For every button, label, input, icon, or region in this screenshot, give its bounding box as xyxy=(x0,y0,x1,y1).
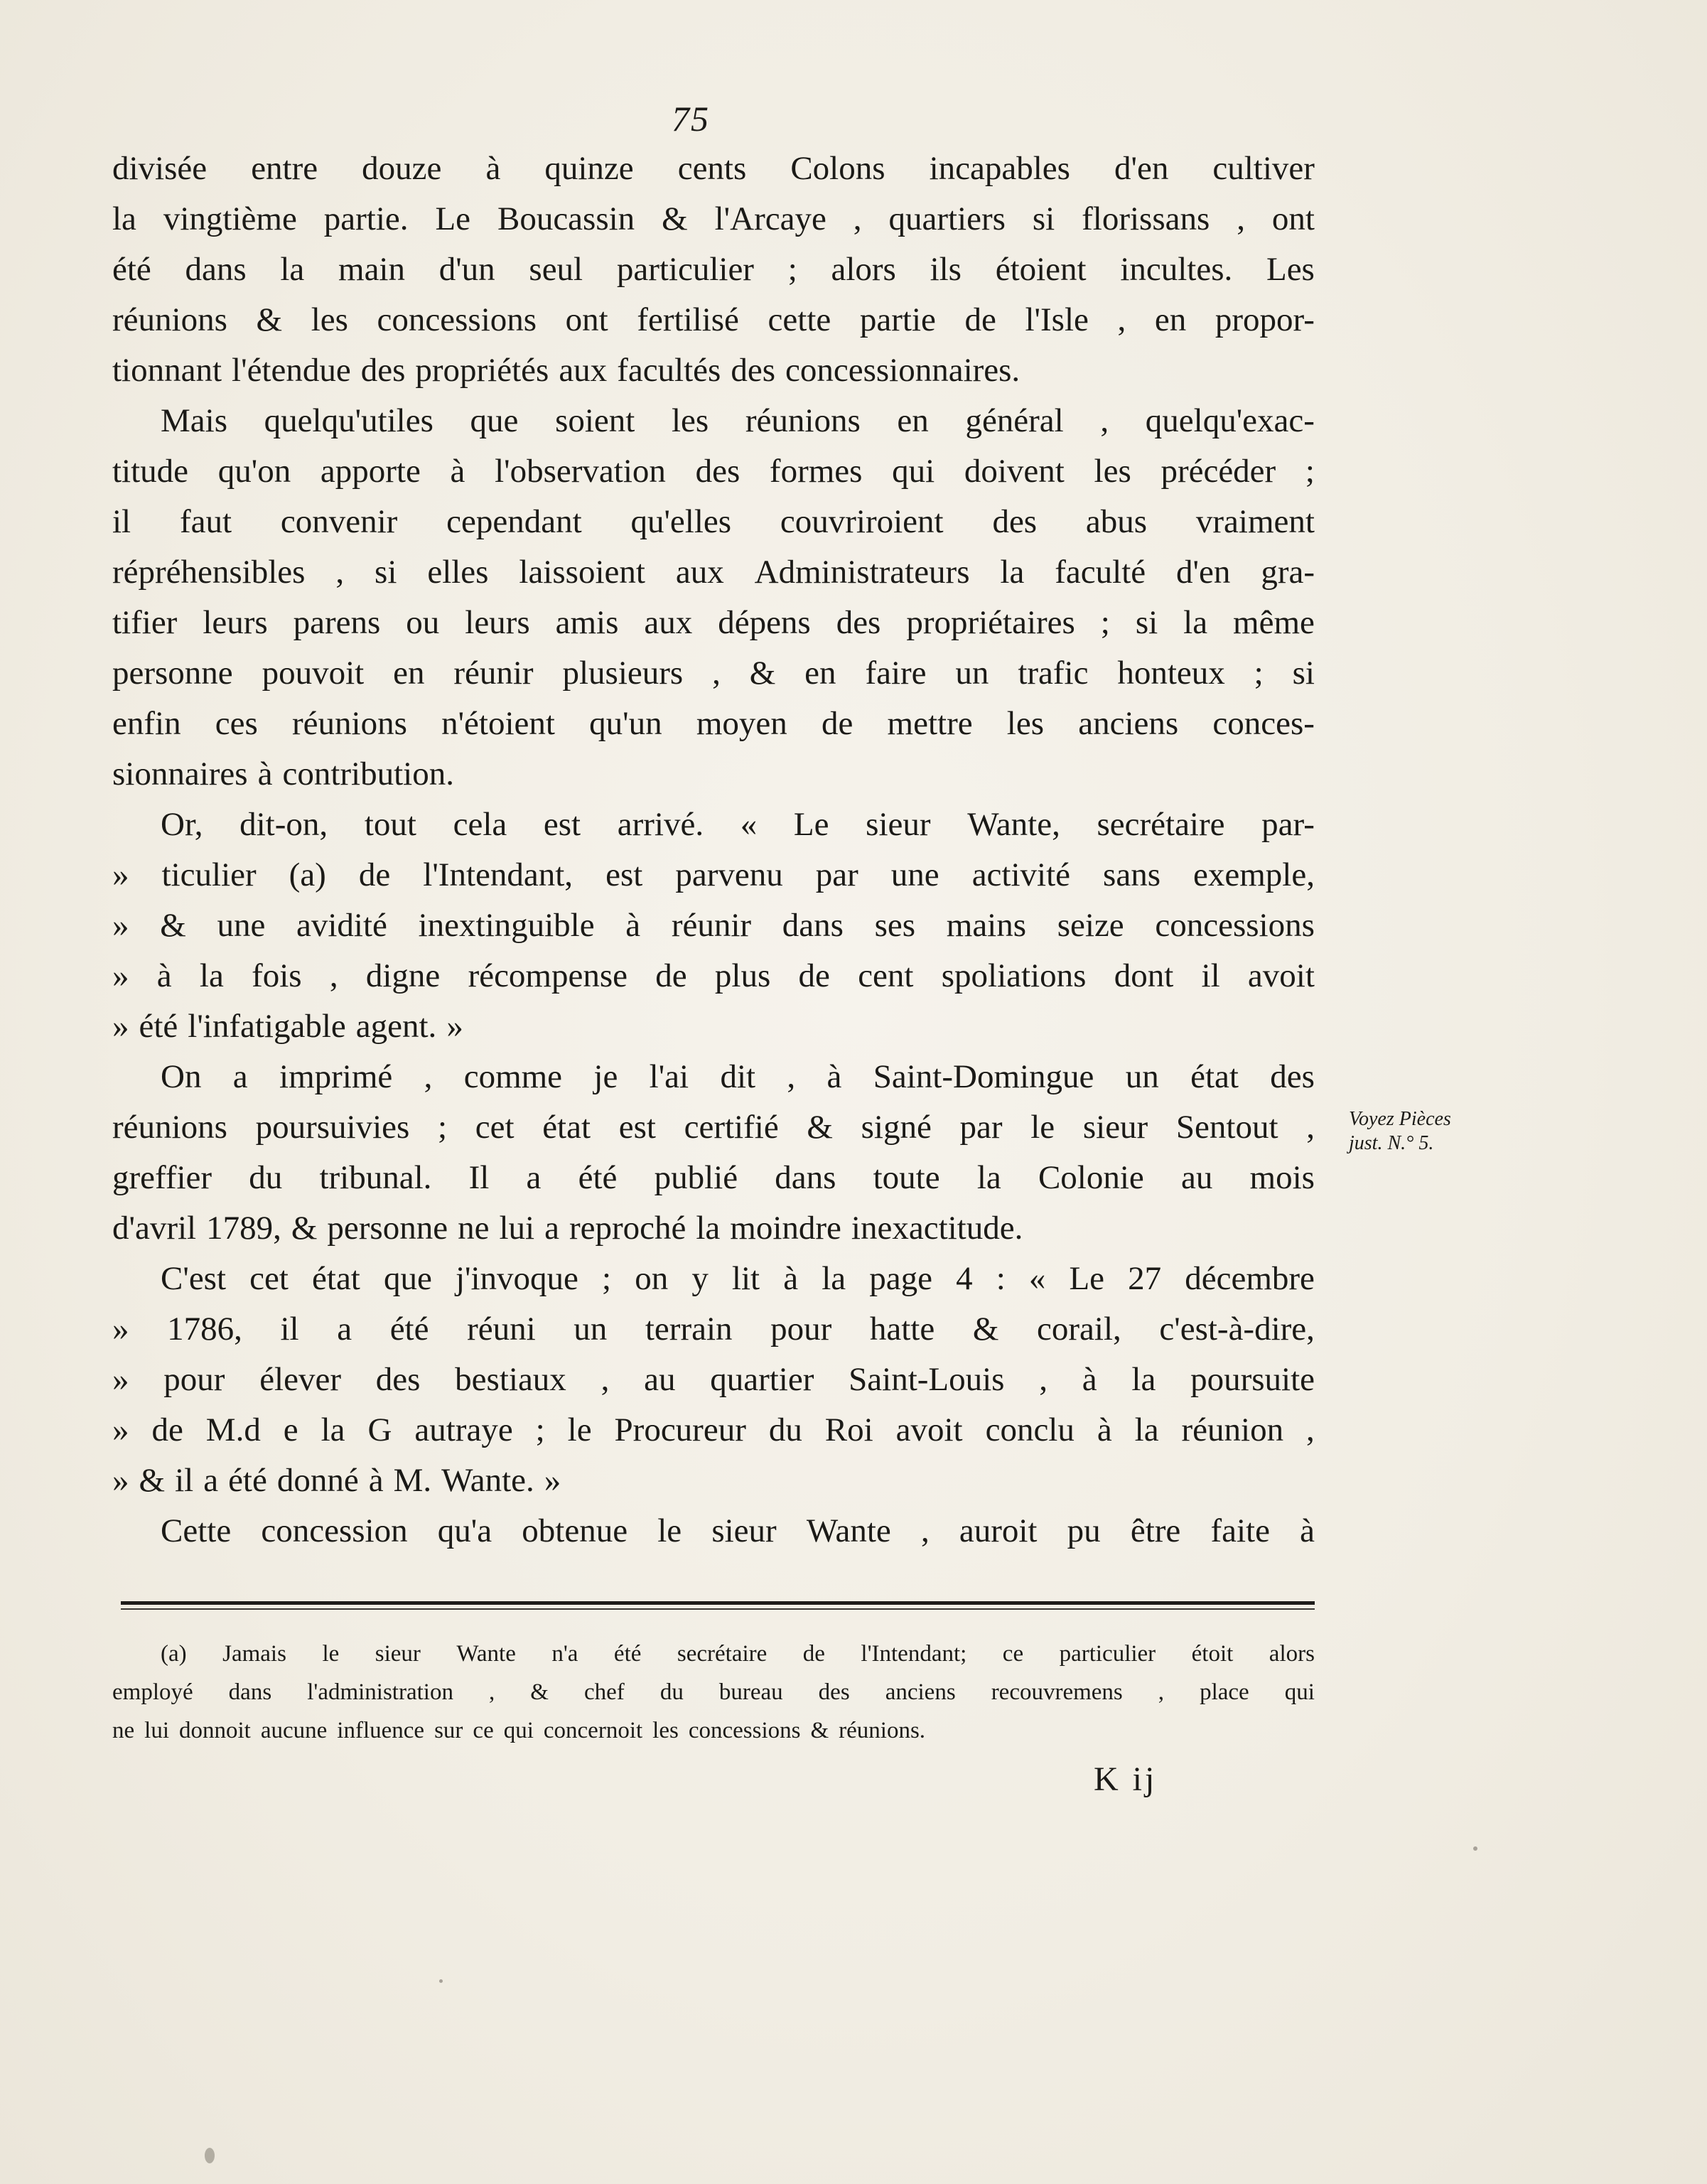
text-line: Or, dit-on, tout cela est arrivé. « Le sieur Wante, secrétaire par- xyxy=(161,806,1315,843)
text-line: titude qu'on apporte à l'observation des formes qui doivent les précéder ; xyxy=(112,453,1315,490)
paper-speck xyxy=(205,2148,215,2163)
text-line: été dans la main d'un seul particulier ; alors ils étoient incultes. Les xyxy=(112,251,1315,288)
footnote xyxy=(112,1635,1315,1750)
text-line: On a imprimé , comme je l'ai dit , à Saint-Domingue un état des xyxy=(161,1058,1315,1095)
text-line: tifier leurs parens ou leurs amis aux dépens des propriétaires ; si la même xyxy=(112,604,1315,641)
footnote-rule-thin xyxy=(121,1608,1315,1610)
text-line: réunions poursuivies ; cet état est certifié & signé par le sieur Sentout , xyxy=(112,1109,1315,1146)
text-line: divisée entre douze à quinze cents Colons incapables d'en cultiver xyxy=(112,150,1315,187)
text-line: Mais quelqu'utiles que soient les réunions en général , quelqu'exac- xyxy=(161,402,1315,439)
text-line: d'avril 1789, & personne ne lui a reproché la moindre inexactitude. xyxy=(112,1210,1023,1247)
text-line: » 1786, il a été réuni un terrain pour hatte & corail, c'est-à-dire, xyxy=(112,1311,1315,1347)
text-line: Cette concession qu'a obtenue le sieur Wante , auroit pu être faite à xyxy=(161,1512,1315,1549)
text-line: » pour élever des bestiaux , au quartier Saint-Louis , à la poursuite xyxy=(112,1361,1315,1398)
text-line: il faut convenir cependant qu'elles couvriroient des abus vraiment xyxy=(112,503,1315,540)
text-line: réunions & les concessions ont fertilisé cette partie de l'Isle , en propor- xyxy=(112,301,1315,338)
text-line: enfin ces réunions n'étoient qu'un moyen de mettre les anciens conces- xyxy=(112,705,1315,742)
text-line: personne pouvoit en réunir plusieurs , & en faire un trafic honteux ; si xyxy=(112,655,1315,692)
footnote-line: employé dans l'administration , & chef du bureau des anciens recouvremens , place qui xyxy=(112,1679,1315,1705)
text-line: sionnaires à contribution. xyxy=(112,755,454,792)
footnote-rule xyxy=(121,1601,1315,1605)
text-line: » & une avidité inextinguible à réunir dans ses mains seize concessions xyxy=(112,907,1315,944)
margin-note-line: Voyez Pièces xyxy=(1349,1108,1451,1130)
footnote-line: ne lui donnoit aucune influence sur ce qui concernoit les concessions & réunions. xyxy=(112,1718,926,1743)
text-line: répréhensibles , si elles laissoient aux Administrateurs la faculté d'en gra- xyxy=(112,554,1315,591)
text-line: la vingtième partie. Le Boucassin & l'Arcaye , quartiers si florissans , ont xyxy=(112,200,1315,237)
text-line: » ticulier (a) de l'Intendant, est parvenu par une activité sans exemple, xyxy=(112,856,1315,893)
text-line: » de M.d e la G autraye ; le Procureur du Roi avoit conclu à la réunion , xyxy=(112,1411,1315,1448)
text-line: tionnant l'étendue des propriétés aux facultés des concessionnaires. xyxy=(112,352,1021,389)
paper-speck xyxy=(439,1979,443,1983)
signature-mark: K ij xyxy=(1094,1760,1158,1798)
paper-speck xyxy=(1473,1846,1477,1851)
text-line: » été l'infatigable agent. » xyxy=(112,1008,463,1045)
text-line: » & il a été donné à M. Wante. » xyxy=(112,1462,561,1499)
margin-note xyxy=(1349,1107,1477,1156)
text-line: C'est cet état que j'invoque ; on y lit à la page 4 : « Le 27 décembre xyxy=(161,1260,1315,1297)
footnote-line: (a) Jamais le sieur Wante n'a été secrétaire de l'Intendant; ce particulier étoit alors xyxy=(161,1641,1315,1667)
page-number: 75 xyxy=(672,99,710,139)
margin-note-line: just. N.° 5. xyxy=(1349,1132,1434,1154)
body-text xyxy=(112,144,1315,1556)
text-line: greffier du tribunal. Il a été publié dans toute la Colonie au mois xyxy=(112,1159,1315,1196)
text-line: » à la fois , digne récompense de plus de cent spoliations dont il avoit xyxy=(112,957,1315,994)
